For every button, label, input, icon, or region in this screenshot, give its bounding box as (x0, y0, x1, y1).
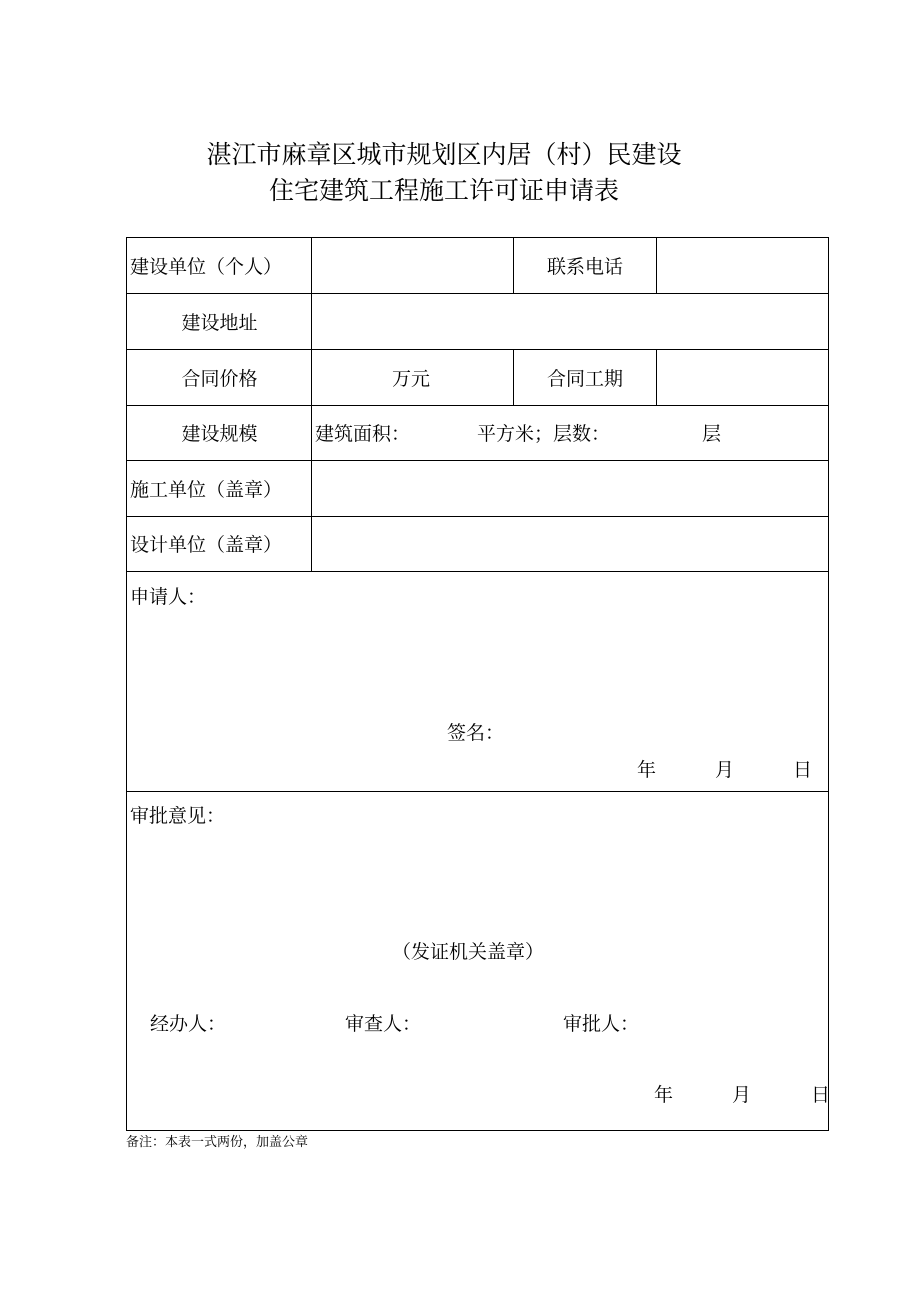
approver-label: 审批人： (563, 1013, 640, 1035)
scale-floor-unit: 层 (702, 423, 722, 445)
contract-period-label: 合同工期 (546, 368, 623, 390)
applicant-signature-label: 签名： (447, 722, 505, 744)
approval-year: 年 (654, 1084, 674, 1106)
applicant-month: 月 (715, 759, 735, 781)
row-divider (127, 516, 828, 517)
form-title-line1: 湛江市麻章区城市规划区内居（村）民建设 (206, 140, 682, 169)
phone-label: 联系电话 (546, 256, 623, 278)
row-divider (127, 293, 828, 294)
applicant-label: 申请人： (130, 586, 207, 608)
row-divider (127, 405, 828, 406)
applicant-year: 年 (637, 759, 657, 781)
approval-month: 月 (732, 1084, 752, 1106)
scale-area-label: 建筑面积： (315, 423, 411, 445)
handler-label: 经办人： (150, 1013, 227, 1035)
approval-day: 日 (811, 1084, 831, 1106)
scale-area-unit: 平方米；层数： (477, 423, 611, 445)
row-divider (127, 571, 828, 572)
row-divider (127, 460, 828, 461)
scale-label: 建设规模 (181, 423, 258, 445)
contract-price-label: 合同价格 (181, 368, 258, 390)
builder-label: 建设单位（个人） (130, 256, 283, 278)
designer-label: 设计单位（盖章） (130, 534, 283, 556)
reviewer-label: 审查人： (345, 1013, 422, 1035)
application-form-table (126, 237, 829, 1131)
row-divider (127, 349, 828, 350)
column-divider (311, 238, 312, 572)
footer-note: 备注：本表一式两份，加盖公章 (126, 1135, 309, 1150)
approval-label: 审批意见： (130, 805, 226, 827)
address-label: 建设地址 (181, 312, 258, 334)
approval-seal-note: （发证机关盖章） (392, 941, 545, 963)
row-divider (127, 791, 828, 792)
form-title-line2: 住宅建筑工程施工许可证申请表 (268, 176, 619, 205)
contract-price-unit: 万元 (392, 368, 431, 390)
contractor-label: 施工单位（盖章） (130, 479, 283, 501)
applicant-day: 日 (793, 759, 813, 781)
